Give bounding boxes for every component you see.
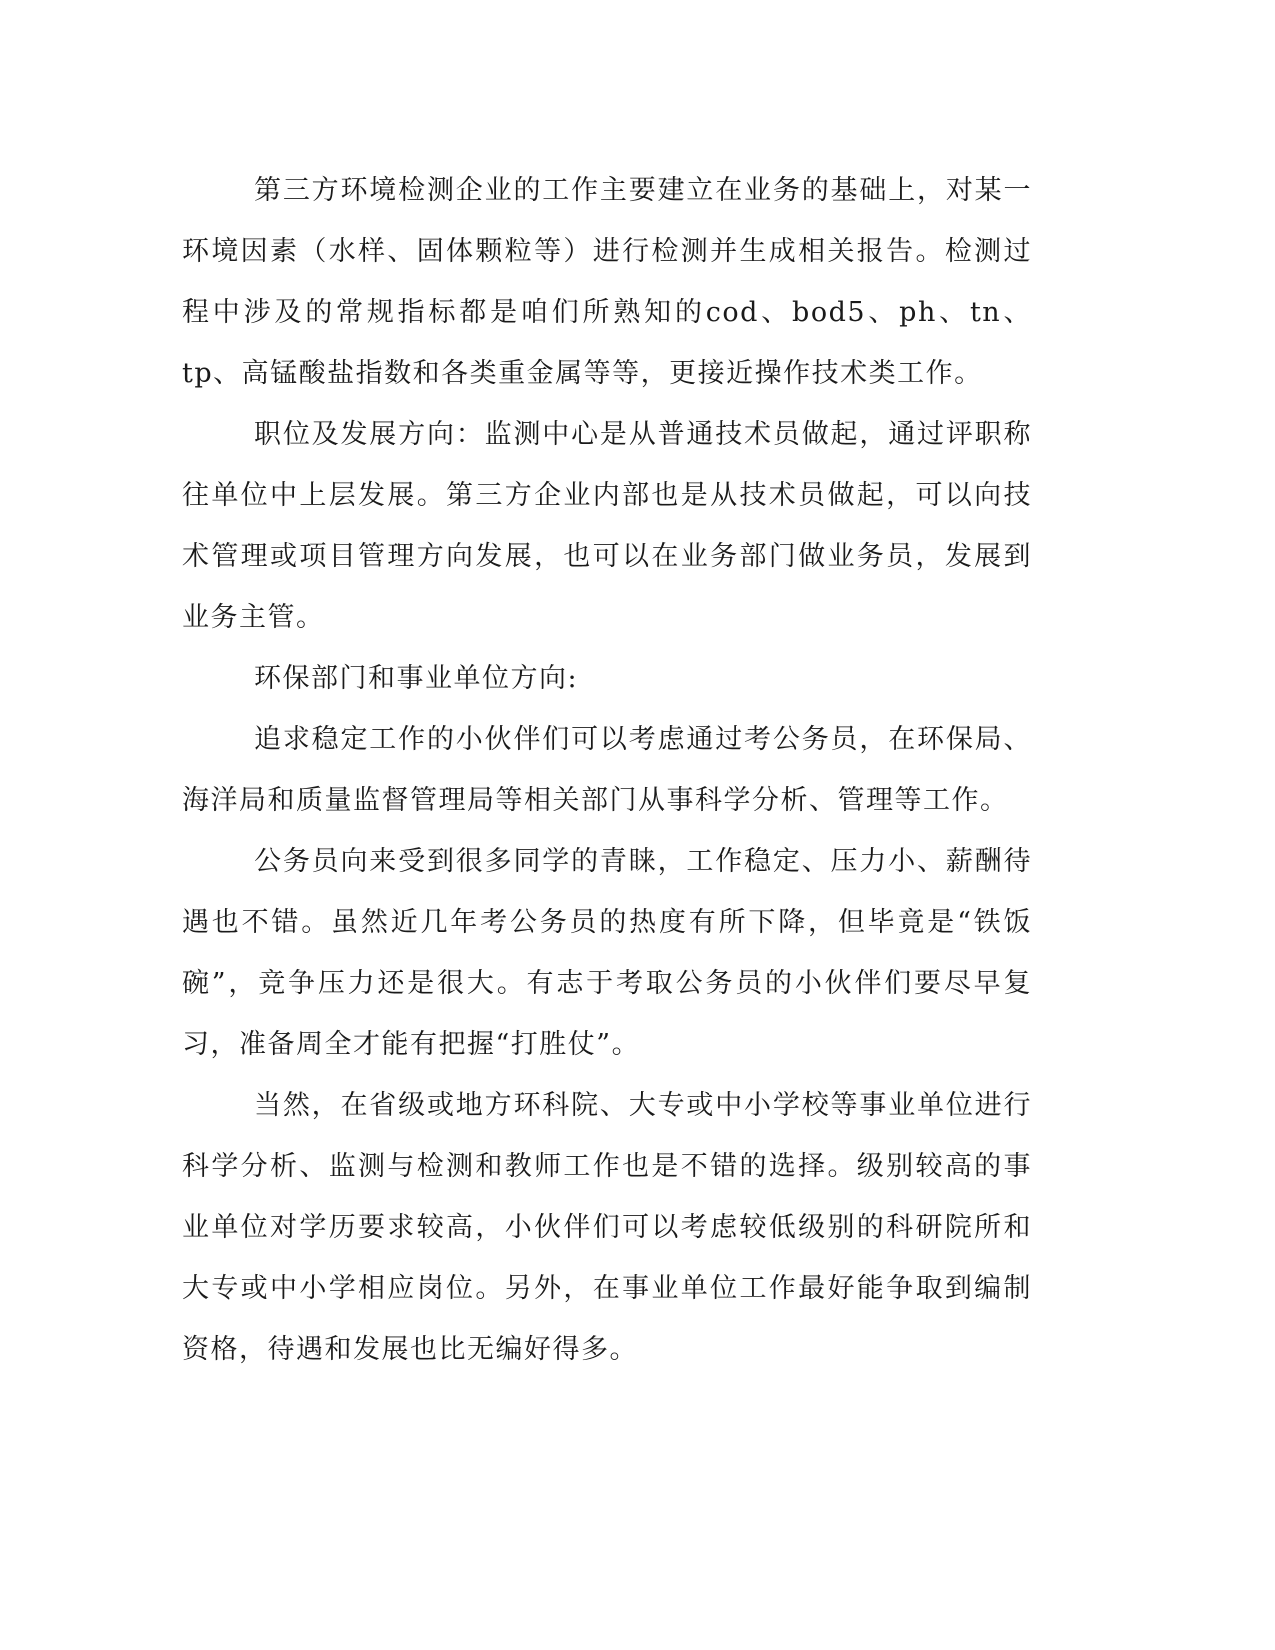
paragraph-section-heading-public-sector: 环保部门和事业单位方向: [254, 663, 579, 694]
document-body [182, 160, 1032, 1380]
paragraph-civil-servant-appeal: 公务员向来受到很多同学的青睐，工作稳定、压力小、薪酬待遇也不错。虽然近几年考公务员的热度有所下降，但毕竟是“铁饭碗”，竞争压力还是很大。有志于考取公务员的小伙伴们要尽早复习，准备周全才能有把握“打胜仗”。 [182, 846, 1032, 1060]
paragraph-civil-servant-option: 追求稳定工作的小伙伴们可以考虑通过考公务员，在环保局、海洋局和质量监督管理局等相关部门从事科学分析、管理等工作。 [182, 724, 1032, 816]
paragraph-public-institution-option: 当然，在省级或地方环科院、大专或中小学校等事业单位进行科学分析、监测与检测和教师工作也是不错的选择。级别较高的事业单位对学历要求较高，小伙伴们可以考虑较低级别的科研院所和大专或中小学相应岗位。另外，在事业单位工作最好能争取到编制资格，待遇和发展也比无编好得多。 [182, 1090, 1032, 1365]
paragraph-testing-enterprise-work: 第三方环境检测企业的工作主要建立在业务的基础上，对某一环境因素（水样、固体颗粒等）进行检测并生成相关报告。检测过程中涉及的常规指标都是咱们所熟知的cod、bod5、ph、tn、tp、高锰酸盐指数和各类重金属等等，更接近操作技术类工作。 [182, 175, 1032, 389]
paragraph-career-direction: 职位及发展方向：监测中心是从普通技术员做起，通过评职称往单位中上层发展。第三方企业内部也是从技术员做起，可以向技术管理或项目管理方向发展，也可以在业务部门做业务员，发展到业务主管。 [182, 419, 1032, 633]
